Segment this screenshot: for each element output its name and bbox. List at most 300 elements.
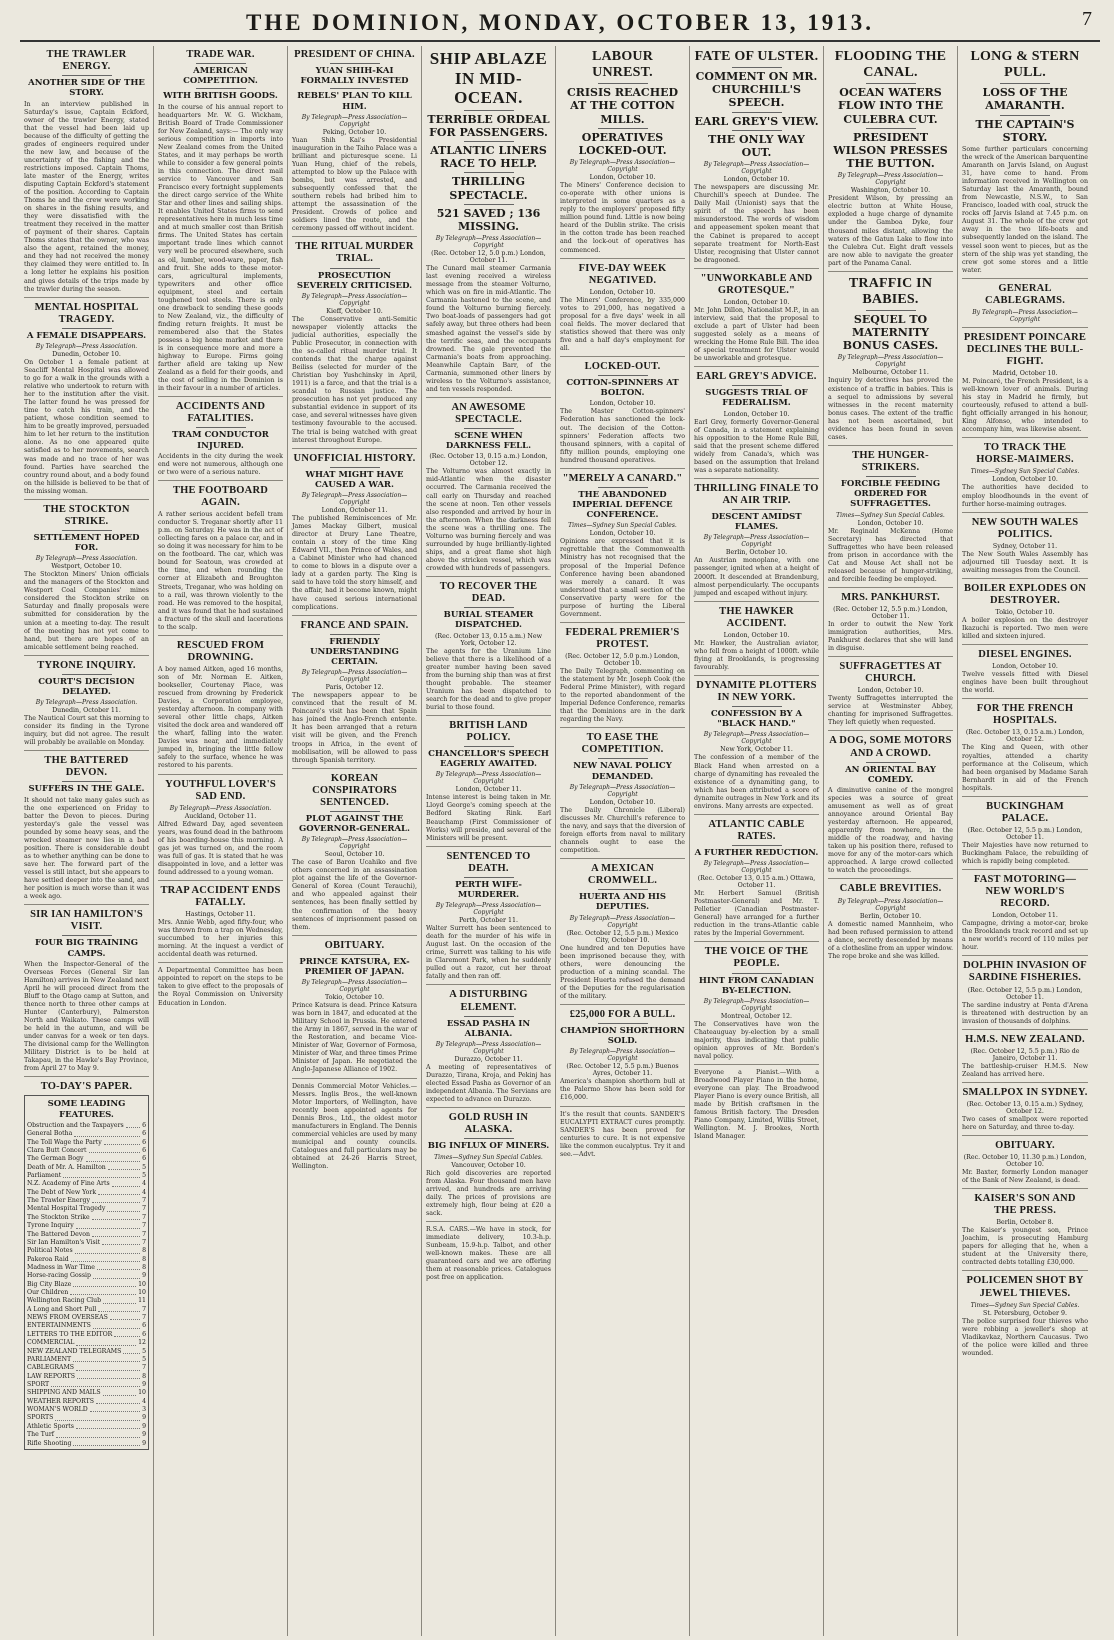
dateline: Sydney, October 11. [992, 542, 1058, 550]
dateline: (Rec. October 13, 0.15 a.m.) New York, October 12. [434, 632, 543, 647]
divider [62, 935, 112, 936]
article-body: America's champion shorthorn bull at the Palermo Show has been sold for £16,000. [560, 1078, 685, 1102]
article-body: In an interview published in Saturday's issue, Captain Eckford, owner of the trawler Energy, stated that the vessel had been laid up because of the difficulty of getting the grades of engineers required under the new law, and because of the uncertainty of the fishing and the restrictions imposed. Captain Thoms, late master of the Energy, writes disputing Captain Eckford's statement of the position. According to Captain Thoms he and the crew were working on shares in the fishing results, and they were dissatisfied with the treatment they received in the matter of payment of their shares. Captain Thoms states that the owner, who was also the agent, retained the money, and they had not received the money they claimed they were entitled to. In a long letter he explains his position and gives details of the trips made by the trawler during the season. [24, 100, 149, 293]
divider [196, 427, 246, 428]
article-body: On October 1 a female patient at Seacliff Mental Hospital was allowed to go for a walk in the grounds with a relative who undertook to return with her to the institution after the visit. The latter found he was pressed for time to catch his train, and the patient, whose condition seemed to him to be greatly improved, persuaded him to let her return to the institution alone. As no one appeared quite satisfied as to her movements, search was made and no trace of her was found. Parties have searched the country round about, and a body found on the hillside is believed to be that of the missing woman. [24, 358, 149, 495]
contents-leader [93, 1322, 140, 1328]
contents-label: WEATHER REPORTS [27, 1397, 94, 1405]
article-body: Accidents in the city during the week end were not numerous, although one or two were of a serious nature. [158, 452, 283, 476]
article [694, 1069, 819, 1144]
contents-leader [70, 1289, 136, 1295]
dateline: London, October 10. [857, 687, 924, 695]
headline: ACCIDENTS AND FATALITIES. [175, 401, 266, 425]
article-body: The case of Baron Ucahiko and five others concerned in an assassination plot against the life of the Governor-General of Korea (Count Terauchi), and who appealed against their sentences, has been finally settled by the confirmation of the heavy sentences of imprisonment passed on them. [292, 859, 417, 931]
subheadline: FOUR BIG TRAINING CAMPS. [35, 938, 138, 959]
headline: MENTAL HOSPITAL TRAGEDY. [34, 301, 139, 325]
headline: KOREAN CONSPIRATORS SENTENCED. [312, 772, 397, 808]
headline: A DOG, SOME MOTORS AND A CROWD. [829, 735, 952, 759]
contents-row [27, 1239, 146, 1247]
divider [598, 375, 648, 376]
contents-row [27, 1297, 146, 1305]
headline: TRAFFIC IN BABIES. [848, 275, 933, 307]
contents-leader [76, 1364, 140, 1370]
contents-page: 5 [142, 1163, 146, 1171]
contents-page: 11 [138, 1297, 146, 1305]
contents-page: 7 [142, 1314, 146, 1322]
dateline: London, October 11. [992, 912, 1058, 920]
contents-label: Our Children [27, 1289, 69, 1297]
article [828, 49, 953, 272]
headline: FEDERAL PREMIER'S PROTEST. [565, 626, 680, 650]
dateline: (Rec. October 12, 5.0 p.m.) London, October 10. [565, 652, 680, 667]
article [292, 773, 417, 936]
wire-credit: Times—Sydney Sun Special Cables. [836, 511, 945, 519]
contents-page: 7 [142, 1238, 146, 1246]
headline: TYRONE INQUIRY. [37, 659, 136, 671]
article [426, 720, 551, 847]
dateline: Paris, October 12. [325, 684, 384, 692]
divider [464, 110, 514, 111]
contents-leader [73, 1281, 136, 1287]
contents-label: SHIPPING AND MAILS [27, 1389, 101, 1397]
contents-row [27, 1122, 146, 1130]
contents-leader [73, 1356, 140, 1362]
dateline: (Rec. October 12, 5.5 p.m.) Rio de Janeiro, October 11. [970, 1047, 1080, 1062]
contents-label: General Botha [27, 1130, 73, 1138]
headline: PRESIDENT OF CHINA. [294, 49, 415, 60]
dateline: Montreal, October 12. [720, 1012, 793, 1020]
contents-leader [126, 1122, 140, 1128]
contents-page: 12 [138, 1339, 146, 1347]
headline: TO-DAY'S PAPER. [40, 1081, 133, 1093]
contents-page: 9 [142, 1272, 146, 1280]
subheadline: OCEAN WATERS FLOW INTO THE CULEBRA CUT. [837, 86, 944, 126]
contents-label: Mental Hospital Tragedy [27, 1205, 106, 1213]
contents-label: Tyrone Inquiry [27, 1222, 74, 1230]
article [426, 1112, 551, 1222]
column-3 [288, 46, 422, 1636]
contents-label: COMMERCIAL [27, 1339, 75, 1347]
subheadline: A FURTHER REDUCTION. [694, 847, 819, 858]
contents-page: 3 [142, 1406, 146, 1414]
contents-row [27, 1398, 146, 1406]
divider [598, 487, 648, 488]
column-7 [824, 46, 958, 1636]
contents-page: 7 [142, 1197, 146, 1205]
wire-credit: By Telegraph—Press Association—Copyright [569, 159, 676, 174]
contents-leader [93, 1272, 140, 1278]
article-body: The Conservative anti-Semitic newspaper violently attacks the judicial authorities, especially the Public Prosecutor, in connection with the so-called ritual murder trial. It contends that the charge against Beiliss (selected for murder of the Christian boy Yushchinsky in April, 1911) is a farce, and that the trial is a scandal to Russian justice. The prosecution has not yet produced any substantial evidence in support of its case, and several witnesses have given testimony favourable to the accused. The trial is being watched with great interest throughout Europe. [292, 315, 417, 444]
contents-page: 9 [142, 1439, 146, 1447]
contents-leader [103, 1389, 137, 1395]
article-body: In order to outwit the New York immigration authorities, Mrs. Pankhurst declares that she will land in disguise. [828, 620, 953, 653]
contents-page: 7 [142, 1205, 146, 1213]
dateline: London, October 11. [321, 507, 388, 515]
contents-page: 5 [142, 1347, 146, 1355]
article-body: The Volturno was almost exactly in mid-Atlantic when the disaster occurred. The Carmania received the call early on Thursday and reached the scene at noon. Ten other vessels also responded and arrived by hour in the afternoon. When the darkness fell the scene was a thrilling one. The Volturno was burning fiercely and was surrounded by huge brilliantly-lighted ships, and a great flame shot high above the stricken vessel, which was crowded with hundreds of passengers. [426, 468, 551, 572]
divider [732, 130, 782, 131]
dateline: London, October 10. [857, 519, 924, 527]
article-body: A Departmental Committee has been appointed to report on the steps to be taken to give effect to the proposals of the Royal Commission on University Education in London. [158, 967, 283, 1007]
subheadline: SCENE WHEN DARKNESS FELL. [445, 431, 532, 452]
contents-row [27, 1281, 146, 1289]
contents-row [27, 1314, 146, 1322]
article-body: Two cases of smallpox were reported here on Saturday, and three to-day. [962, 1115, 1088, 1131]
subheadline: CRISIS REACHED AT THE COTTON MILLS. [566, 86, 679, 126]
contents-page: 8 [142, 1263, 146, 1271]
headline: SUFFRAGETTES AT CHURCH. [839, 661, 942, 685]
article [694, 946, 819, 1065]
article-body: Mr. Hawker, the Australian aviator, who fell from a height of 1000ft. while flying at Brooklands, is progressing favourably. [694, 639, 819, 671]
dateline: London, October 10. [589, 288, 656, 296]
dateline: Durazzo, October 11. [454, 1055, 523, 1063]
contents-leader [89, 1147, 141, 1153]
dateline: St. Petersburg, October 9. [983, 1309, 1067, 1317]
dateline: Tokio, October 10. [325, 994, 384, 1002]
divider [866, 476, 916, 477]
headline: AN AWESOME SPECTACLE. [451, 401, 526, 425]
wire-credit: Times—Sydney Sun Special Cables. [970, 468, 1080, 476]
headline: "UNWORKABLE AND GROTESQUE." [700, 272, 813, 296]
article-body: Walter Surrett has been sentenced to death for the murder of his wife in August last. On the occasion of the crime, Surrett was talking to his wife in Claremont Park, when he suddenly pulled out a razor, cut her throat fatally and then ran off. [426, 925, 551, 981]
headline: £25,000 FOR A BULL. [569, 1008, 676, 1020]
subheadline: COMMENT ON MR. CHURCHILL'S SPEECH. [695, 70, 818, 110]
contents-page: 7 [142, 1305, 146, 1313]
subheadline: ESSAD PASHA IN ALBANIA. [446, 1018, 531, 1039]
wire-credit: By Telegraph—Press Association—Copyright [301, 292, 408, 307]
headline: TO EASE THE COMPETITION. [581, 732, 664, 756]
contents-row [27, 1205, 146, 1213]
dateline: Berlin, October 8. [996, 1219, 1054, 1227]
headline: GENERAL CABLEGRAMS. [984, 282, 1066, 306]
dateline: Seoul, October 10. [324, 851, 385, 859]
article-body: The confession of a member of the Black Hand when arrested on a charge of dynamiting has revealed the existence of a dynamiting gang, to which has been attributed a score of dynamite outrages in New York and its environs. Many arrests are expected. [694, 754, 819, 810]
contents-box [24, 1095, 149, 1449]
subheadline: REBELS' PLAN TO KILL HIM. [297, 91, 412, 112]
dateline: (Rec. October 12, 5.5 p.m.) Buenos Ayres, October 11. [566, 1063, 679, 1078]
dateline: (Rec. October 12, 5.5 p.m.) Mexico City, October 10. [566, 929, 679, 944]
article [560, 627, 685, 728]
wire-credit: By Telegraph—Press Association. [35, 699, 138, 707]
subheadline: DESCENT AMIDST FLAMES. [711, 512, 802, 533]
article [24, 504, 149, 656]
headline: THE STOCKTON STRIKE. [43, 503, 130, 527]
article-body: In the course of his annual report to headquarters Mr. W. G. Wickham, British Board of Trade Commissioner for New Zealand, says:— The only way serious competition in imports into New Zealand comes from the United States, and it may perhaps be worth while to consider a few general points in this connection. The direct mail service to Vancouver and San Francisco every fortnight supplements the direct cargo service of the White Star and other lines and sailing ships. It enables United States firms to send representatives here in much less time and at much smaller cost than British firms. The United States has certain important trade lines which cannot very well be procured elsewhere, such as oil, lumber, wood-ware, paper, fish and fruit. She adds to these motor-cars, agricultural implements, typewriters and other office equipment, steel and certain toughened tool steels. There is only one drawback to sending these goods to New Zealand, viz., the difficulty of finding return freights. It must be remembered also that the States possess a big home market and there is in consequence more and more a highway to Europe. Firms going farther afield are taking up New Zealand as a field for their goods, and the cost of selling in the Dominion is in their favour in a number of articles. [158, 103, 283, 393]
article [560, 1009, 685, 1107]
wire-credit: By Telegraph—Press Association—Copyright [703, 860, 810, 875]
contents-leader [74, 1130, 140, 1136]
article [158, 967, 283, 1010]
article-body: M. Poincaré, the French President, is a well-known lover of animals. During his stay in Madrid he firmly, but courteously, refused to attend a bull-fight officially arranged in his honour, King Alfonso, who intended to accompany him, was likewise absent. [962, 378, 1088, 434]
dateline: (Rec. October 12, 5.5 p.m.) London, October 11. [967, 826, 1083, 841]
contents-label: The Toll Wage the Party [27, 1138, 102, 1146]
article [24, 755, 149, 905]
article-body: Twelve vessels fitted with Diesel engines have been built throughout the world. [962, 671, 1088, 695]
contents-label: The Battered Devon [27, 1230, 90, 1238]
article-body: Campagne, driving a motor-car, broke the Brooklands track record and set up a new world's record of 110 miles per hour. [962, 920, 1088, 952]
article-body: Intense interest is being taken in Mr. Lloyd George's coming speech at the Bedford Skating Rink. Earl Beauchamp (First Commissioner of Works) will preside, and several of the Ministers will be present. [426, 794, 551, 842]
headline: H.M.S. NEW ZEALAND. [965, 1033, 1085, 1045]
divider [866, 128, 916, 129]
contents-page: 6 [142, 1155, 146, 1163]
headline: MRS. PANKHURST. [841, 591, 940, 603]
article-body: The newspapers are discussing Mr. Churchill's speech at Dundee. The Daily Mail (Unionist) says that the spirit of the speech has been misunderstood. The words of wisdom and appeasement spoken meant that the Cabinet is prepared to accept separate treatment for North-East Ulster, recognising that Ulster cannot be dragooned. [694, 184, 819, 264]
contents-page: 10 [138, 1389, 146, 1397]
article [828, 592, 953, 657]
subheadline: HUERTA AND HIS DEPUTIES. [578, 892, 667, 913]
subheadline: THE CAPTAIN'S STORY. [975, 117, 1075, 144]
contents-label: The Debt of New York [27, 1188, 97, 1196]
article-body: The Miners' Conference, by 335,000 votes to 291,000, has negatived a proposal for a five days' week in all coal fields. The mover declared that statistics showed that there was only five and a half day's employment for all. [560, 296, 685, 352]
contents-row [27, 1348, 146, 1356]
article [158, 401, 283, 481]
article-body: The authorities have decided to employ bloodhounds in the event of further horse-maiming outrages. [962, 484, 1088, 508]
headline: TRADE WAR. [186, 49, 255, 60]
divider [598, 1023, 648, 1024]
dateline: London, October 10. [589, 798, 656, 806]
contents-row [27, 1155, 146, 1163]
article-body: The battleship-cruiser H.M.S. New Zealand has arrived here. [962, 1062, 1088, 1078]
divider [732, 67, 782, 68]
divider [866, 762, 916, 763]
article [292, 940, 417, 1079]
article [426, 49, 551, 398]
divider [732, 973, 782, 974]
article [962, 1193, 1088, 1271]
divider [866, 83, 916, 84]
contents-label: Pakeroa Raid [27, 1255, 69, 1263]
column-6 [690, 46, 824, 1636]
headline: THE HUNGER-STRIKERS. [852, 449, 929, 473]
divider [1000, 115, 1050, 116]
dateline: London, October 10. [723, 298, 790, 306]
contents-label: Clara Butt Concert [27, 1146, 87, 1154]
article-body: Mrs. Annie Webb, aged fifty-four, who was thrown from a trap on Wednesday, succumbed to her injuries this morning. At the inquest a verdict of accidental death was returned. [158, 919, 283, 959]
headline: SMALLPOX IN SYDNEY. [962, 1086, 1088, 1098]
article [560, 361, 685, 469]
contents-label: ENTERTAINMENTS [27, 1322, 91, 1330]
subheadline: YUAN SHIH-KAI FORMALLY INVESTED [300, 66, 409, 87]
headline: FATE OF ULSTER. [694, 49, 819, 64]
contents-page: 8 [142, 1255, 146, 1263]
headline: THE FOOTBOARD AGAIN. [172, 484, 269, 509]
contents-row [27, 1423, 146, 1431]
contents-page: 9 [142, 1380, 146, 1388]
contents-label: Obstruction and the Taxpayers [27, 1121, 124, 1129]
contents-row [27, 1139, 146, 1147]
contents-label: Wellington Racing Club [27, 1297, 102, 1305]
contents-page: 6 [142, 1130, 146, 1138]
contents-leader [98, 1189, 140, 1195]
column-5 [556, 46, 690, 1636]
subheadline: BIG INFLUX OF MINERS. [427, 1141, 550, 1152]
contents-label: The Trawler Energy [27, 1197, 90, 1205]
contents-row [27, 1364, 146, 1372]
article [24, 49, 149, 298]
contents-row [27, 1214, 146, 1222]
contents-leader [92, 1214, 140, 1220]
article [560, 263, 685, 357]
wire-credit: By Telegraph—Press Association—Copyright [569, 914, 676, 929]
headline: SENTENCED TO DEATH. [446, 850, 531, 874]
headline: THE TRAWLER ENERGY. [46, 49, 127, 73]
subheadline: CHANCELLOR'S SPEECH EAGERLY AWAITED. [428, 749, 549, 770]
headline: A MEXICAN CROMWELL. [587, 863, 658, 887]
subheadline: WHAT MIGHT HAVE CAUSED A WAR. [305, 469, 404, 490]
headline: FRANCE AND SPAIN. [300, 619, 409, 631]
wire-credit: By Telegraph—Press Association—Copyright [703, 534, 810, 549]
headline: EARL GREY'S ADVICE. [696, 371, 817, 383]
article [158, 640, 283, 775]
article-body: The published Reminiscences of Mr. James Mackay Gilbert, musical director at Drury Lane Theatre, contain a story of the time King Edward VII., then Prince of Wales, and a Cabinet Minister who had chanced to come to blows in a dispute over a lady at a garden party. The King is said to have told the story himself, and the affair, had it become known, might have caused serious international complications. [292, 515, 417, 611]
article [962, 874, 1088, 956]
article-body: The Cunard mail steamer Carmania last evening received a wireless message from the steamer Volturno, which was on fire in mid-Atlantic. The Carmania hastened to the scene, and found the Volturno burning fiercely. Two boat-loads of passengers had got safely away, but three others had been smashed against the vessel's side by the terrific seas, and the occupants drowned. The gale prevented the Carmania's boats from approaching. Meanwhile Captain Barr, of the Carmania, summoned other liners by wireless to the Volturno's assistance, and ten vessels responded. [426, 265, 551, 393]
divider [598, 128, 648, 129]
article [24, 1081, 149, 1454]
contents-page: 7 [142, 1213, 146, 1221]
contents-leader [55, 1414, 140, 1420]
subheadline: PERTH WIFE-MURDERER. [455, 879, 522, 900]
divider [464, 141, 514, 142]
divider [464, 428, 514, 429]
divider [330, 63, 380, 64]
contents-leader [75, 1247, 140, 1253]
contents-row [27, 1339, 146, 1347]
divider [62, 781, 112, 782]
article-body: The sardine industry at Penta d'Arena is threatened with destruction by an invasion of thousands of dolphins. [962, 1001, 1088, 1025]
article [962, 960, 1088, 1029]
article [426, 402, 551, 577]
article [694, 273, 819, 367]
contents-label: SPORTS [27, 1414, 54, 1422]
contents-leader [56, 1431, 140, 1437]
headline: FIVE-DAY WEEK NEGATIVED. [578, 262, 667, 286]
headline: DYNAMITE PLOTTERS IN NEW YORK. [696, 679, 817, 704]
contents-page: 7 [142, 1364, 146, 1372]
headline: OBITUARY. [995, 1139, 1055, 1151]
wire-credit: By Telegraph—Press Association—Copyright [435, 771, 542, 786]
article [694, 49, 819, 269]
article-body: The Master Cotton-spinners' Federation has sanctioned the lock-out. The decision of the Cotton-spinners' Federation affects two thousand spinners, with a capital of fifty million pounds, employing one hundred thousand operatives. [560, 408, 685, 464]
contents-row [27, 1356, 146, 1364]
headline: GOLD RUSH IN ALASKA. [448, 1112, 529, 1136]
article-body: The newspapers appear to be convinced that the result of M. Poincaré's visit has been that Spain has joined the Anglo-French entente. It has been arranged that a return visit will be given, and the French troops in Africa, in the event of mobilisation, will be allowed to pass through Spanish territory. [292, 692, 417, 764]
contents-row [27, 1256, 146, 1264]
subheadline: CHAMPION SHORTHORN SOLD. [560, 1025, 685, 1047]
article [24, 302, 149, 500]
dateline: Madrid, October 10. [992, 370, 1058, 377]
contents-page: 4 [142, 1180, 146, 1188]
article [828, 276, 953, 446]
article [694, 819, 819, 943]
contents-row [27, 1322, 146, 1330]
dateline: London, October 10. [723, 631, 790, 639]
dateline: Washington, October 10. [850, 187, 931, 195]
dateline: (Rec. October 12, 5.0 p.m.) London, October 11. [431, 250, 546, 265]
article-body: Some further particulars concerning the wreck of the American barquentine Amaranth on Jarvis Island, on August 31, have come to hand. From information received in Wellington on Saturday last the Amaranth, bound from Newcastle, N.S.W., to San Francisco, loaded with coal, struck the rocks off Jarvis Island at 7.45 p.m. on August 31. The whole of the crew got away in the two life-boats and subsequently landed on the island. The vessel soon went to pieces, but as the stern of the ship was yet standing, the crew got some stores and a little water. [962, 145, 1088, 274]
contents-leader [90, 1406, 140, 1412]
article [828, 661, 953, 731]
dateline: Melbourne, October 11. [852, 369, 929, 377]
headline: LONG & STERN PULL. [970, 49, 1080, 81]
article-body: An Austrian monoplane, with one passenger, ignited when at a height of 2000ft. It descended at Brandenburg, almost perpendicularly. The occupants jumped and escaped without injury. [694, 557, 819, 597]
article [962, 583, 1088, 645]
subheadline: ATLANTIC LINERS RACE TO HELP. [430, 144, 547, 171]
article [560, 49, 685, 259]
contents-leader [112, 1180, 140, 1186]
subheadline: TRAM CONDUCTOR INJURED. [172, 430, 269, 451]
subheadline: NEW NAVAL POLICY DEMANDED. [573, 761, 672, 782]
article [962, 1034, 1088, 1083]
dateline: (Rec. October 10, 11.30 p.m.) London, October 10. [963, 1154, 1087, 1169]
article-body: Alfred Edward Day, aged seventeen years, was found dead in the bathroom of his boarding-house this morning. A gas jet was turned on, and the room was full of gas. It is stated that he was disappointed in love, and a letter was found addressed to a young woman. [158, 820, 283, 876]
article [24, 660, 149, 752]
headline: THRILLING FINALE TO AN AIR TRIP. [694, 482, 819, 506]
contents-label: The German Bogy [27, 1155, 84, 1163]
contents-page: 10 [138, 1289, 146, 1297]
article-body: Earl Grey, formerly Governor-General of Canada, in a statement explaining his opposition to the Home Rule Bill, said that the present scheme differed widely from Canada's, which was based on the assumption that Ireland was a separate nationality. [694, 418, 819, 474]
contents-label: Sir Ian Hamilton's Visit [27, 1238, 101, 1246]
contents-label: PARLIAMENT [27, 1355, 72, 1363]
article-body: A domestic named Mannheim, who had been refused permission to attend a dance, secretly descended by means of a clothesline from an upper window. The rope broke and she was killed. [828, 920, 953, 960]
contents-row [27, 1180, 146, 1188]
divider [196, 88, 246, 89]
contents-label: The Turf [27, 1431, 55, 1439]
headline: "MERELY A CANARD." [562, 472, 683, 484]
article [962, 703, 1088, 796]
article-body: R.S.A. CARS.—We have in stock, for immediate delivery, 10.3-h.p. Sunbeam, 15.9-h.p. Talbot, and other well-known makes. These are all guaranteed cars and we are offering them at reasonable prices. Catalogues post free on application. [426, 1225, 551, 1282]
contents-leader [76, 1423, 140, 1429]
subheadline: PROSECUTION SEVERELY CRITICISED. [296, 270, 413, 291]
contents-row [27, 1414, 146, 1422]
divider [330, 268, 380, 269]
wire-credit: By Telegraph—Press Association—Copyright [703, 731, 810, 746]
headline: THE HAWKER ACCIDENT. [719, 605, 794, 629]
subheadline: PRINCE KATSURA, EX-PREMIER OF JAPAN. [299, 956, 410, 977]
article-body: The Miners' Conference decision to co-operate with other unions is interpreted in some quarters as a reply to the employers' proposed fifty million pound fund. Little is now being heard of the Dublin strike. The crisis in the cotton trade has been reached and the lock-out of operatives has commenced. [560, 182, 685, 254]
contents-leader [73, 1440, 140, 1446]
wire-credit: By Telegraph—Press Association—Copyright [703, 997, 810, 1012]
subheadline: THRILLING SPECTACLE. [449, 175, 528, 202]
divider [866, 310, 916, 311]
subheadline: FORCIBLE FEEDING ORDERED FOR SUFFRAGETTES. [840, 478, 941, 510]
headline: SHIP ABLAZE IN MID-OCEAN. [429, 49, 548, 108]
divider [62, 674, 112, 675]
article-body: When the Inspector-General of the Overseas Forces (General Sir Ian Hamilton) arrives in New Zealand next April he will proceed direct from the Bluff to the Otago camp at Sutton, and thence north to three other camps at Hunter (Canterbury), Palmerston North and Waikato. These camps will be held in the autumn, and will be under canvas for a week or ten days. The divisional camp for the Wellington Military District is to be held at Takapau, in the Hawke's Bay Province, from April 27 to May 9. [24, 960, 149, 1073]
subheadline: ANOTHER SIDE OF THE STORY. [28, 78, 145, 99]
contents-row [27, 1231, 146, 1239]
article [962, 49, 1088, 279]
headline: TO RECOVER THE DEAD. [439, 581, 538, 605]
contents-page: 6 [142, 1322, 146, 1330]
contents-label: The Stockton Strike [27, 1213, 90, 1221]
contents-label: SPORT [27, 1380, 50, 1388]
contents-leader [102, 1239, 140, 1245]
headline: LOCKED-OUT. [584, 361, 661, 372]
headline: SIR IAN HAMILTON'S VISIT. [30, 909, 143, 933]
wire-credit: By Telegraph—Press Association—Copyright [435, 902, 542, 917]
headline: YOUTHFUL LOVER'S SAD END. [165, 778, 276, 802]
article [426, 851, 551, 986]
article [694, 371, 819, 479]
article [962, 283, 1088, 328]
wire-credit: By Telegraph—Press Association—Copyright [301, 113, 408, 128]
subheadline: CONFESSION BY A "BLACK HAND." [710, 709, 803, 730]
contents-row [27, 1331, 146, 1339]
article [426, 581, 551, 716]
contents-leader [76, 1222, 140, 1228]
divider [62, 328, 112, 329]
